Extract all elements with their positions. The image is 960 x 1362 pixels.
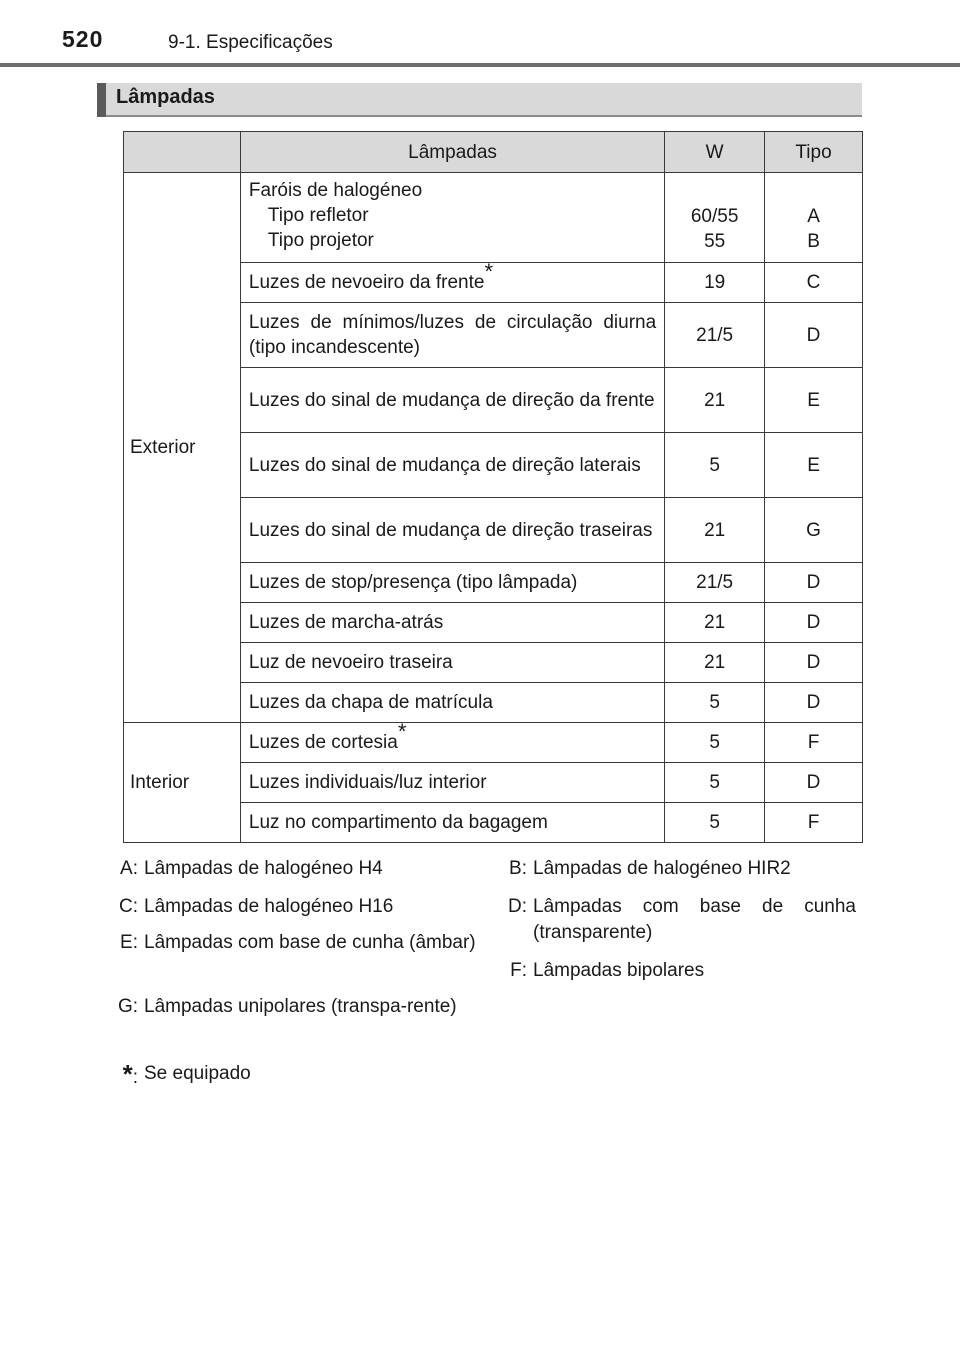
- type-value: C: [765, 263, 863, 303]
- type-value: F: [765, 723, 863, 763]
- footnote-text: Se equipado: [144, 1063, 251, 1084]
- lamp-name: Luz no compartimento da bagagem: [240, 803, 664, 843]
- type-value: F: [765, 803, 863, 843]
- legend-text: Lâmpadas unipolares (transpa-rente): [144, 996, 457, 1017]
- watts-value: 55: [704, 230, 726, 252]
- lamp-name-line: Faróis de halogéneo: [248, 179, 423, 201]
- column-header-tipo: Tipo: [765, 132, 863, 173]
- legend-key: D:: [508, 896, 527, 917]
- lamp-name: [240, 173, 664, 263]
- watts-value: 5: [665, 433, 765, 498]
- type-value: D: [765, 603, 863, 643]
- legend-item-b: [509, 856, 856, 882]
- legend-key: G:: [117, 996, 138, 1017]
- group-label-exterior: Exterior: [124, 173, 241, 723]
- type-cell: [765, 173, 863, 263]
- lamp-name: Luzes de stop/presença (tipo lâmpada): [240, 563, 664, 603]
- watts-value: 5: [665, 723, 765, 763]
- legend-item-f: [510, 958, 856, 984]
- table-row: [124, 723, 863, 763]
- legend-item-c: [119, 894, 478, 920]
- legend-key: E:: [120, 932, 138, 953]
- legend-key: F:: [510, 960, 527, 981]
- footnote-colon: :: [132, 1067, 138, 1088]
- legend-item-g: [117, 994, 478, 1020]
- type-value: E: [765, 368, 863, 433]
- footnote-key: [123, 1061, 138, 1091]
- watts-value: 21/5: [665, 563, 765, 603]
- footnote: [122, 1059, 478, 1089]
- watts-cell: [665, 173, 765, 263]
- legend-text: Lâmpadas com base de cunha (transparente): [533, 896, 856, 943]
- legend-item-d: [508, 894, 856, 946]
- legend-key: C:: [119, 896, 138, 917]
- type-value: D: [765, 643, 863, 683]
- type-value: D: [765, 763, 863, 803]
- column-header-group: [124, 132, 241, 173]
- watts-value: 5: [665, 763, 765, 803]
- legend-text: Lâmpadas bipolares: [533, 960, 705, 981]
- watts-value: 19: [665, 263, 765, 303]
- lamp-name: Luzes de mínimos/luzes de circulação diurna (tipo incandescente): [240, 303, 664, 368]
- lamp-name-line: Tipo projetor: [267, 229, 374, 251]
- watts-value: 21: [665, 643, 765, 683]
- watts-value: 21: [665, 603, 765, 643]
- lamp-name: Luzes individuais/luz interior: [240, 763, 664, 803]
- page-number: 520: [62, 26, 104, 52]
- watts-value: 21: [665, 368, 765, 433]
- lamp-name-text: Luzes de cortesia: [248, 732, 398, 753]
- type-value: D: [765, 683, 863, 723]
- watts-value: 5: [665, 683, 765, 723]
- type-value: D: [765, 303, 863, 368]
- footnote-marker: *: [484, 258, 494, 284]
- legend-key: B:: [509, 858, 527, 879]
- table-header-row: [124, 132, 863, 173]
- column-header-lamps: Lâmpadas: [240, 132, 664, 173]
- legend-text: Lâmpadas de halogéneo H4: [144, 858, 383, 879]
- lamp-name-line: Tipo refletor: [267, 204, 369, 226]
- type-value: G: [765, 498, 863, 563]
- column-header-w: W: [665, 132, 765, 173]
- legend-item-e: [120, 930, 478, 956]
- lamp-name: Luzes do sinal de mudança de direção laterais: [240, 433, 664, 498]
- lamp-name: Luzes do sinal de mudança de direção traseiras: [240, 498, 664, 563]
- legend-text: Lâmpadas com base de cunha (âmbar): [144, 932, 476, 953]
- header-rule: [0, 63, 960, 67]
- type-value: B: [807, 230, 820, 252]
- chapter-title: 9-1. Especificações: [168, 32, 333, 53]
- watts-value: 60/55: [690, 205, 739, 227]
- lamp-name: Luzes do sinal de mudança de direção da frente: [240, 368, 664, 433]
- footnote-marker: *: [397, 718, 407, 744]
- section-title: Lâmpadas: [116, 86, 215, 108]
- legend-item-a: [120, 856, 478, 882]
- type-value: D: [765, 563, 863, 603]
- footnote-star: *: [122, 1059, 133, 1089]
- watts-value: 21: [665, 498, 765, 563]
- lamp-name: Luzes de marcha-atrás: [240, 603, 664, 643]
- lamps-table: [123, 131, 863, 843]
- table-row: [124, 173, 863, 263]
- lamp-name: [240, 718, 664, 763]
- lamp-name: Luz de nevoeiro traseira: [240, 643, 664, 683]
- watts-value: 5: [665, 803, 765, 843]
- lamp-name: [240, 258, 664, 303]
- lamp-name-text: Luzes de nevoeiro da frente: [248, 272, 485, 293]
- lamp-name: Luzes da chapa de matrícula: [240, 683, 664, 723]
- legend-text: Lâmpadas de halogéneo H16: [144, 896, 394, 917]
- group-label-interior: Interior: [124, 723, 241, 843]
- watts-value: 21/5: [665, 303, 765, 368]
- legend-text: Lâmpadas de halogéneo HIR2: [533, 858, 791, 879]
- type-value: A: [807, 205, 820, 227]
- type-value: E: [765, 433, 863, 498]
- legend-key: A:: [120, 858, 138, 879]
- section-marker: [97, 83, 106, 117]
